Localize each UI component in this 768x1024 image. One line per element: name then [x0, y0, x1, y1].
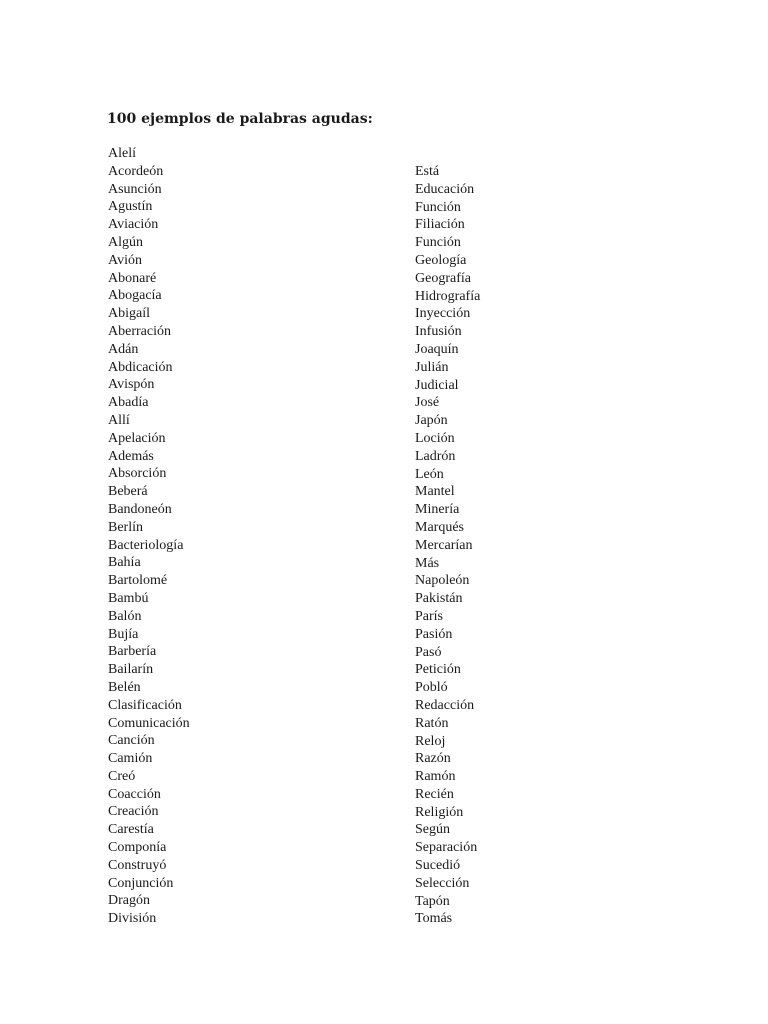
- word-item: José: [415, 395, 440, 411]
- word-item: Pobló: [415, 680, 448, 696]
- word-list-left: [108, 145, 190, 928]
- word-item: Adán: [108, 341, 139, 357]
- word-item: Bacteriología: [108, 537, 184, 553]
- word-item: Pasó: [415, 644, 442, 660]
- word-item: Alelí: [108, 146, 136, 161]
- word-item: Separación: [415, 840, 478, 856]
- word-item: Apelación: [108, 430, 166, 446]
- word-item: Ratón: [415, 715, 449, 731]
- word-item: Además: [108, 448, 154, 464]
- word-item: Allí: [108, 412, 130, 428]
- word-item: Inyección: [415, 306, 471, 322]
- word-item: Pasión: [415, 626, 453, 642]
- word-item: Ramón: [415, 769, 456, 785]
- word-item: Barbería: [108, 644, 157, 660]
- word-item: Clasificación: [108, 697, 182, 713]
- word-item: Petición: [415, 662, 461, 678]
- word-item: Abadía: [108, 395, 149, 411]
- word-item: Agustín: [108, 199, 153, 215]
- word-item: León: [415, 466, 444, 482]
- word-item: Educación: [415, 181, 475, 197]
- word-item: Ladrón: [415, 448, 456, 464]
- word-item: Filiación: [415, 217, 465, 233]
- word-item: Asunción: [108, 181, 162, 197]
- word-item: Algún: [108, 234, 143, 250]
- word-item: Abigaíl: [108, 306, 150, 322]
- word-item: Tapón: [415, 893, 450, 909]
- word-item: Bahía: [108, 555, 141, 571]
- document-title: 100 ejemplos de palabras agudas:: [107, 111, 373, 127]
- word-item: Dragón: [108, 893, 150, 909]
- word-item: Belén: [108, 679, 141, 695]
- word-item: Selección: [415, 875, 470, 891]
- word-item: Minería: [415, 502, 460, 518]
- word-item: Loción: [415, 430, 455, 446]
- word-item: Sucedió: [415, 858, 461, 874]
- word-item: Bailarín: [108, 662, 154, 678]
- word-item: Balón: [108, 608, 142, 624]
- word-item: Más: [415, 555, 440, 571]
- word-item: Función: [415, 235, 461, 251]
- word-item: Abogacía: [108, 288, 162, 304]
- word-item: Avión: [108, 252, 142, 268]
- word-item: Beberá: [108, 484, 148, 500]
- word-item: Bandoneón: [108, 501, 172, 517]
- word-item: Absorción: [108, 466, 167, 482]
- word-item: Redacción: [415, 697, 475, 713]
- word-item: Canción: [108, 733, 155, 749]
- word-item: Geología: [415, 252, 467, 268]
- word-item: Construyó: [108, 857, 167, 873]
- word-item: Mercarían: [415, 537, 473, 553]
- word-item: Reloj: [415, 733, 446, 749]
- word-item: Aviación: [108, 217, 159, 233]
- word-item: Recién: [415, 786, 454, 802]
- word-item: Abdicación: [108, 359, 173, 375]
- word-item: Bartolomé: [108, 573, 168, 589]
- word-item: Carestía: [108, 822, 154, 838]
- word-item: Tomás: [415, 911, 453, 927]
- word-item: Judicial: [415, 377, 459, 393]
- word-item: París: [415, 608, 443, 624]
- word-item: Hidrografía: [415, 288, 481, 304]
- word-item: Aberración: [108, 323, 171, 339]
- word-item: Julián: [415, 359, 449, 375]
- word-item: Creó: [108, 768, 136, 784]
- word-item: Mantel: [415, 484, 455, 500]
- word-item: Napoleón: [415, 573, 470, 589]
- word-item: Religión: [415, 804, 464, 820]
- word-item: Razón: [415, 751, 451, 767]
- word-item: Función: [415, 199, 461, 215]
- word-item: Avispón: [108, 377, 155, 393]
- word-item: Según: [415, 822, 450, 838]
- word-item: Acordeón: [108, 163, 164, 179]
- word-item: Pakistán: [415, 591, 463, 607]
- word-item: Comunicación: [108, 715, 190, 731]
- word-item: Coacción: [108, 786, 161, 802]
- word-item: Abonaré: [108, 270, 157, 286]
- word-item: Está: [415, 164, 440, 179]
- word-item: Japón: [415, 413, 448, 429]
- word-list-right: [415, 163, 480, 928]
- word-item: Componía: [108, 840, 167, 856]
- word-item: Marqués: [415, 519, 464, 535]
- word-item: Bujía: [108, 626, 139, 642]
- word-item: División: [108, 911, 157, 927]
- word-item: Camión: [108, 751, 153, 767]
- word-item: Geografía: [415, 270, 471, 286]
- word-item: Joaquín: [415, 341, 459, 357]
- word-item: Infusión: [415, 324, 462, 340]
- word-item: Creación: [108, 804, 159, 820]
- word-item: Conjunción: [108, 875, 174, 891]
- word-item: Berlín: [108, 519, 143, 535]
- word-item: Bambú: [108, 590, 149, 606]
